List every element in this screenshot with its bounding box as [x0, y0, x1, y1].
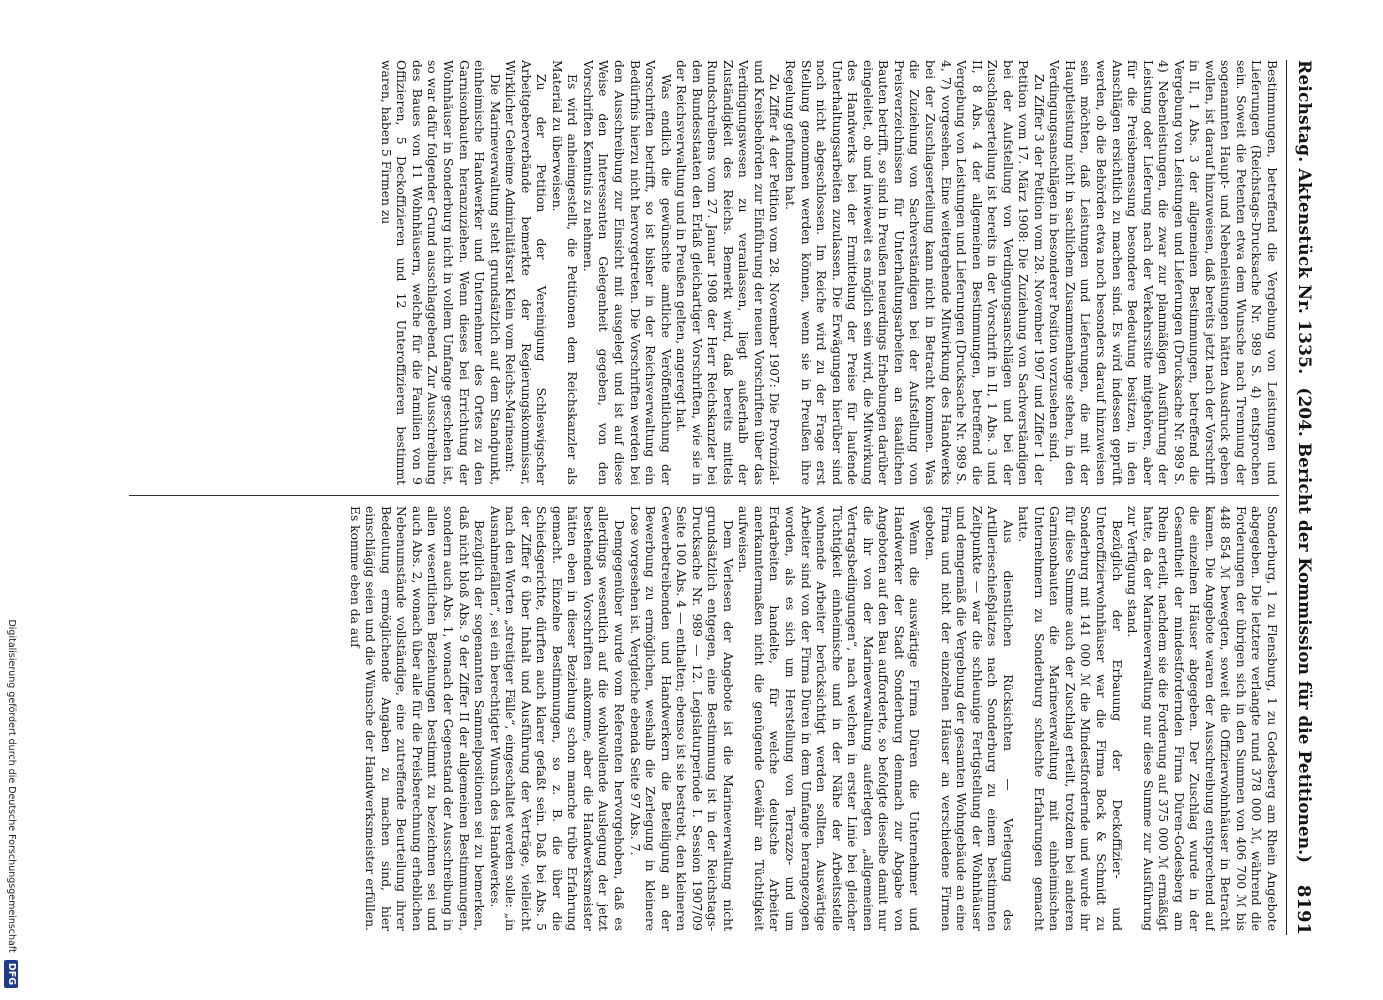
page-header — [1286, 60, 1321, 935]
paragraph: Demgegenüber wurde vom Referenten hervorgehoben, daß es allerdings wesentlich auf die wohlwollende Auslegung der jetzt bestehenden Vorschriften ankomme, aber die Handwerksmeister hätten eben in dieser Beziehung schon manche trübe Erfahrung gemacht. Einzelne Bestimmungen, so z. B. die über die Schiedsgerichte, dürften auch klarer gefaßt sein. Daß bei Abs. 5 der Ziffer 6 über Inhalt und Ausführung der Verträge, vielleicht nach den Worten „streitiger Fälle“, eingeschaltet werden solle: „in Ausnahmefällen“, sei ein berechtigter Wunsch des Handwerkes. — [487, 506, 627, 931]
paragraph: Sonderburg, 1 zu Flensburg, 1 zu Godesberg am Rhein Angebote abgegeben. Die letztere verlangte rund 378 000 ℳ, während die Forderungen der übrigen sich in den Summen von 406 700 ℳ bis 448 854 ℳ bewegten, soweit die Offizierwohnhäuser in Betracht kamen. Die Angebote waren der Ausschreibung entsprechend auf die einzelnen Häuser abgegeben. Der Zuschlag wurde in der Gesamtheit der mindestfordernden Firma Düren-Godesberg am Rhein erteilt, nachdem sie die Forderung auf 375 000 ℳ ermäßigt hatte, da der Marineverwaltung nur diese Summe zur Ausführung zur Verfügung stand. — [1125, 506, 1279, 931]
page-number: 8191 — [1293, 884, 1315, 935]
header-title: (204. Bericht der Kommission für die Petitionen.) — [1294, 387, 1314, 864]
paragraph: Die Marineverwaltung steht grundsätzlich auf dem Standpunkt, einheimische Handwerker und Unternehmer des Ortes zu den Garnisonbauten heranzuziehen. Wenn dieses bei Errichtung der Wohnhäuser in Sonderburg nicht in vollem Umfange geschehen ist, so war dafür folgender Grund ausschlaggebend. Zur Ausschreibung des Baues von 11 Wohnhäusern, welche für die Familien von 9 Offizieren, 5 Deckoffizieren und 12 Unteroffizieren bestimmt waren, haben 5 Firmen zu — [378, 60, 502, 485]
paragraph: Zu Ziffer 3 der Petition vom 28. November 1907 und Ziffer 1 der Petition vom 17. März 1908: Die Zuziehung von Sachverständigen bei der Aufstellung von Verdingungsanschlägen und bei der Zuschlagserteilung ist bereits in der Vorschrift in II, 1 Abs. 3 und II, 8 Abs. 4 der allgemeinen Bestimmungen, betreffend die Vergebung von Leistungen und Lieferungen (Drucksache Nr. 989 S. 4, 7) vorgesehen. Eine weitergehende Mitwirkung des Handwerks bei der Zuschlagserteilung kann nicht in Betracht kommen. Was die Zuziehung von Sachverständigen bei der Aufstellung von Preisverzeichnissen für Unterhaltungsarbeiten an staatlichen Bauten betrifft, so sind in Preußen neuerdings Erhebungen darüber eingeleitet, ob und inwieweit es möglich sein wird, die Mitwirkung des Handwerks bei der Ermittelung der Preise für laufende Unterhaltungsarbeiten zuzulassen. Die Erwägungen hierüber sind noch nicht abgeschlossen. Im Reiche wird zu der Frage erst Stellung genommen werden können, wenn sie in Preußen ihre Regelung gefunden hat. — [783, 60, 1046, 485]
column-divider — [129, 495, 1279, 496]
paragraph: Zu Ziffer 4 der Petition vom 28. November 1907: Die Provinzial- und Kreisbehörden zur Einführung der neuen Vorschriften über das Verdingungswesen zu veranlassen, liegt außerhalb der Zuständigkeit des Reichs. Bemerkt wird, daß bereits mittels Rundschreibens vom 27. Januar 1908 der Herr Reichskanzler bei den Bundesstaaten den Erlaß gleichartiger Vorschriften, wie sie in der Reichsverwaltung und in Preußen gelten, angeregt hat. — [674, 60, 782, 485]
digitization-note — [4, 0, 18, 1000]
digitization-text: Digitalisierung gefördert durch die Deutsche Forschungsgemeinschaft — [6, 619, 17, 953]
paragraph: Bestimmungen, betreffend die Vergebung von Leistungen und Lieferungen (Reichstags-Drucksache Nr. 989 S. 4) entsprochen sein. Soweit die Petenten etwa dem Wunsche nach Trennung der sogenannten Haupt- und Nebenleistungen hätten Ausdruck geben wollen, ist darauf hinzuweisen, daß bereits jetzt nach der Vorschrift in II, 1 Abs. 3 der allgemeinen Bestimmungen, betreffend die Vergebung von Leistungen und Lieferungen (Drucksache Nr. 989 S. 4) Nebenleistungen, die zwar zur planmäßigen Ausführung der Leistung oder Lieferung nach der Verkehrssitte mitgehören, aber für die Preisbemessung besondere Bedeutung besitzen, in den Anschlägen ersichtlich zu machen sind. Es wird indessen geprüft werden, ob die Behörden etwa noch besonders darauf hinzuweisen sein möchten, daß Leistungen und Lieferungen, die mit der Hauptleistung nicht in sachlichem Zusammenhange stehen, in den Verdingungsanschlägen in besonderer Position vorzusehen sind. — [1047, 60, 1279, 485]
paragraph: Zu der Petition der Vereinigung Schleswigscher Arbeitgeberverbände bemerkte der Regierungskommissar, Wirklicher Geheime Admiralitätsrat Klein vom Reichs-Marineamt: — [503, 60, 549, 485]
header-publication: Reichstag. Aktenstück Nr. 1335. — [1294, 60, 1314, 375]
header-left-group — [1294, 60, 1314, 863]
paragraph: Bezüglich der Erbauung der Deckoffizier- und Unteroffizierwohnhäuser war die Firma Bock & Schmidt zu Sonderburg mit 141 000 ℳ die Mindestfordernde und wurde ihr für diese Summe auch der Zuschlag erteilt, trotzdem bei anderen Garnisonbauten die Marineverwaltung mit einheimischen Unternehmern zu Sonderburg schlechte Erfahrungen gemacht hatte. — [1016, 506, 1124, 931]
paragraph: Bezüglich der sogenannten Sammelpositionen sei zu bemerken, daß nicht bloß Abs. 9 der Ziffer II der allgemeinen Bestimmungen, sondern auch Abs. 1, wonach der Gegenstand der Ausschreibung in allen wesentlichen Beziehungen bestimmt zu bezeichnen sei und auch Abs. 2, wonach über alle für die Preisberechnung erheblichen Nebenumstände vollständige, eine zutreffende Beurteilung ihrer Bedeutung ermöglichende Angaben zu machen sind, hier einschlägig seien und die Wünsche der Handwerksmeister erfüllen. Es komme eben da auf — [347, 506, 487, 931]
text-column-right — [99, 506, 1279, 931]
dfg-logo: DFG — [4, 960, 18, 988]
paragraph: Aus dienstlichen Rücksichten — Verlegung des Artillerieschießplatzes nach Sonderburg zu einem bestimmten Zeitpunkte — war die schleunige Fertigstellung der Wohnhäuser und demgemäß die Vergebung der gesamten Wohngebäude an eine Firma und nicht der einzelnen Häuser an verschiedene Firmen geboten. — [922, 506, 1015, 931]
paragraph: Was endlich die gewünschte amtliche Veröffentlichung der Vorschriften betrifft, so ist bisher in der Reichsverwaltung ein Bedürfnis hierzu nicht hervorgetreten. Die Vorschriften werden bei den Ausschreibung zur Einsicht mit ausgelegt und ist auf diese Weise den Interessenten Gelegenheit gegeben, von den Vorschriften Kenntnis zu nehmen. — [580, 60, 673, 485]
paragraph: Es wird anheimgestellt, die Petitionen dem Reichskanzler als Material zu überweisen. — [549, 60, 580, 485]
paragraph: Wenn die auswärtige Firma Düren die Unternehmer und Handwerker der Stadt Sonderburg demnach zur Abgabe von Angeboten auf den Bau aufforderte, so befolgte dieselbe damit nur die ihr von der Marineverwaltung auferlegten „allgemeinen Vertragsbedingungen“, nach welchen in erster Linie bei gleicher Tüchtigkeit einheimische und in der Nähe der Arbeitsstelle wohnende Arbeiter berücksichtigt werden sollten. Auswärtige Arbeiter sind von der Firma Düren in dem Umfange herangezogen worden, als es sich um Herstellung von Terrazzo- und um Erdarbeiten handelte, für welche deutsche Arbeiter anerkanntermaßen nicht die genügende Gewähr an Tüchtigkeit aufweisen. — [736, 506, 922, 931]
text-column-left — [99, 60, 1279, 485]
paragraph: Dem Verlesen der Angebote ist die Marineverwaltung nicht grundsätzlich entgegen, eine Bestimmung ist in der Reichstags-Drucksache Nr. 989 — 12. Legislaturperiode I. Session 1907/09 Seite 100 Abs. 4 — enthalten; ebenso ist sie bestrebt, den kleineren Gewerbetreibenden und Handwerkern die Beteiligung an der Bewerbung zu ermöglichen, weshalb die Zerlegung in kleinere Lose vorgesehen ist. Vergleiche ebenda Seite 97 Abs. 7. — [627, 506, 735, 931]
